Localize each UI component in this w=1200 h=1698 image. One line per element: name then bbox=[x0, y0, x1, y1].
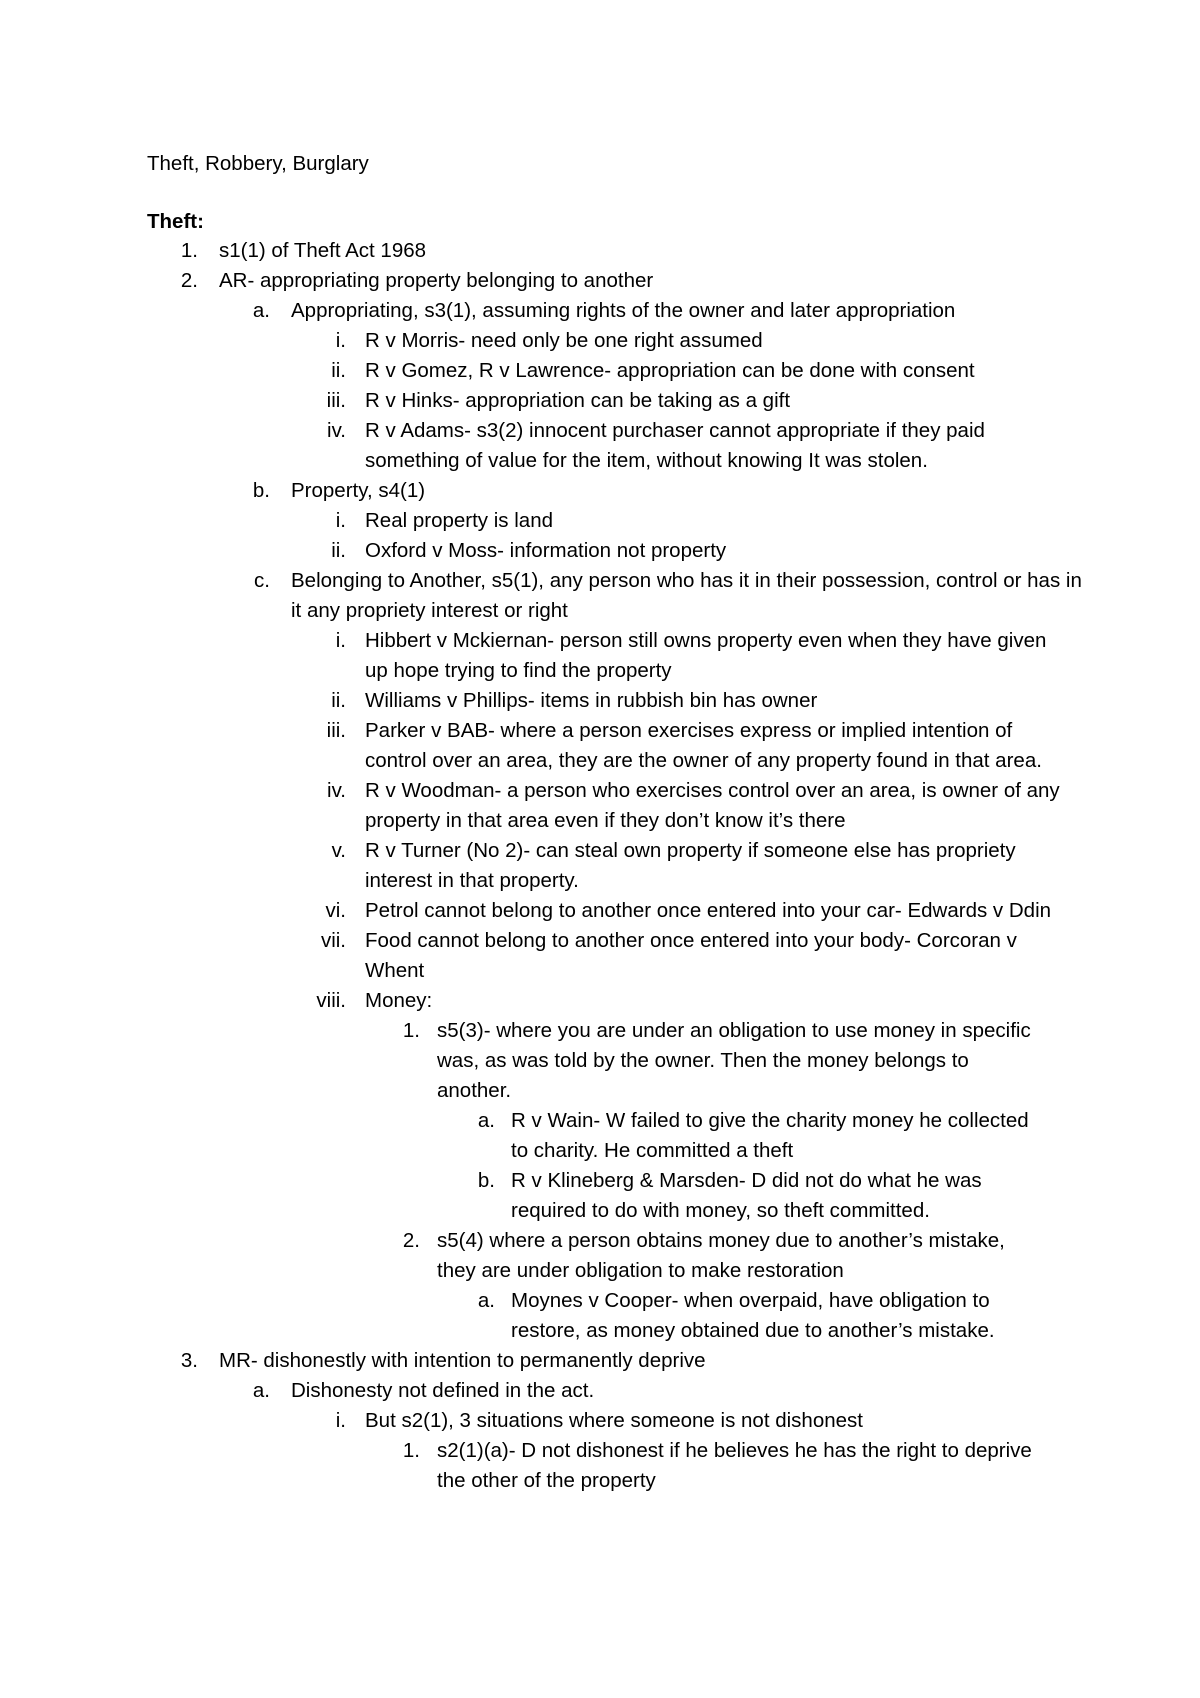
list-marker: a. bbox=[477, 1289, 495, 1312]
list-marker: i. bbox=[335, 1409, 346, 1432]
list-item bbox=[0, 326, 1200, 356]
list-marker: iii. bbox=[326, 389, 346, 412]
list-item bbox=[0, 236, 1200, 266]
list-marker: a. bbox=[252, 1379, 270, 1402]
list-item bbox=[0, 926, 1200, 986]
list-item-text: Appropriating, s3(1), assuming rights of the owner and later appropriation bbox=[291, 299, 956, 322]
list-item bbox=[0, 686, 1200, 716]
list-item bbox=[0, 1286, 1200, 1346]
list-item-text: Real property is land bbox=[365, 509, 554, 532]
list-item-text: Williams v Phillips- items in rubbish bin has owner bbox=[365, 689, 818, 712]
list-item bbox=[0, 506, 1200, 536]
list-item-text: Dishonesty not defined in the act. bbox=[291, 1379, 595, 1402]
list-marker: ii. bbox=[331, 539, 346, 562]
list-item-text: MR- dishonestly with intention to permanently deprive bbox=[219, 1349, 706, 1372]
list-item-text: R v Klineberg & Marsden- D did not do what he was required to do with money, so theft committed. bbox=[511, 1169, 982, 1222]
list-item-text: R v Adams- s3(2) innocent purchaser cannot appropriate if they paid something of value for the item, without knowing It was stolen. bbox=[365, 419, 985, 472]
list-item bbox=[0, 1376, 1200, 1406]
list-marker: i. bbox=[335, 629, 346, 652]
list-marker: ii. bbox=[331, 689, 346, 712]
list-item bbox=[0, 1106, 1200, 1166]
list-item bbox=[0, 386, 1200, 416]
list-item bbox=[0, 416, 1200, 476]
list-item bbox=[0, 536, 1200, 566]
list-item bbox=[0, 716, 1200, 776]
list-item-text: Hibbert v Mckiernan- person still owns property even when they have given up hope trying to find the property bbox=[365, 629, 1047, 682]
list-marker: iii. bbox=[326, 719, 346, 742]
list-marker: b. bbox=[477, 1169, 495, 1192]
section-heading: Theft: bbox=[147, 210, 204, 233]
list-item-text: Oxford v Moss- information not property bbox=[365, 539, 727, 562]
list-marker: b. bbox=[252, 479, 270, 502]
list-item-text: R v Morris- need only be one right assumed bbox=[365, 329, 763, 352]
list-marker: vii. bbox=[320, 929, 346, 952]
list-item-text: s2(1)(a)- D not dishonest if he believes he has the right to deprive the other of the property bbox=[437, 1439, 1032, 1492]
list-marker: i. bbox=[335, 509, 346, 532]
list-item-text: s1(1) of Theft Act 1968 bbox=[219, 239, 427, 262]
list-item-text: Petrol cannot belong to another once entered into your car- Edwards v Ddin bbox=[365, 899, 1052, 922]
list-marker: 1. bbox=[402, 1019, 420, 1042]
list-item bbox=[0, 1406, 1200, 1436]
list-item bbox=[0, 296, 1200, 326]
list-item bbox=[0, 1166, 1200, 1226]
list-marker: 2. bbox=[180, 269, 198, 292]
list-item bbox=[0, 1346, 1200, 1376]
list-item bbox=[0, 356, 1200, 386]
list-item bbox=[0, 836, 1200, 896]
list-item bbox=[0, 476, 1200, 506]
list-marker: iv. bbox=[327, 779, 346, 802]
list-item-text: Property, s4(1) bbox=[291, 479, 426, 502]
list-marker: 2. bbox=[402, 1229, 420, 1252]
list-marker: iv. bbox=[327, 419, 346, 442]
list-item bbox=[0, 1436, 1200, 1496]
list-marker: a. bbox=[252, 299, 270, 322]
list-item-text: Moynes v Cooper- when overpaid, have obligation to restore, as money obtained due to another’s mistake. bbox=[511, 1289, 995, 1342]
list-item-text: s5(4) where a person obtains money due to another’s mistake, they are under obligation to make restoration bbox=[437, 1229, 1005, 1282]
list-marker: ii. bbox=[331, 359, 346, 382]
list-marker: 1. bbox=[180, 239, 198, 262]
list-item bbox=[0, 1226, 1200, 1286]
list-marker: 3. bbox=[180, 1349, 198, 1372]
list-marker: 1. bbox=[402, 1439, 420, 1462]
list-item bbox=[0, 986, 1200, 1016]
document-title: Theft, Robbery, Burglary bbox=[147, 152, 369, 175]
list-item-text: Food cannot belong to another once entered into your body- Corcoran v Whent bbox=[365, 929, 1017, 982]
list-item-text: R v Wain- W failed to give the charity money he collected to charity. He committed a theft bbox=[511, 1109, 1029, 1162]
list-marker: vi. bbox=[325, 899, 346, 922]
list-marker: c. bbox=[254, 569, 270, 592]
list-item-text: AR- appropriating property belonging to another bbox=[219, 269, 654, 292]
list-item bbox=[0, 566, 1200, 626]
list-marker: viii. bbox=[316, 989, 346, 1012]
list-item bbox=[0, 896, 1200, 926]
list-marker: a. bbox=[477, 1109, 495, 1132]
list-marker: i. bbox=[335, 329, 346, 352]
list-marker: v. bbox=[331, 839, 346, 862]
list-item-text: R v Gomez, R v Lawrence- appropriation can be done with consent bbox=[365, 359, 975, 382]
list-item-text: R v Hinks- appropriation can be taking as a gift bbox=[365, 389, 791, 412]
list-item bbox=[0, 266, 1200, 296]
list-item-text: R v Turner (No 2)- can steal own property if someone else has propriety interest in that property. bbox=[365, 839, 1016, 892]
list-item-text: Belonging to Another, s5(1), any person who has it in their possession, control or has in it any propriety interest or right bbox=[291, 569, 1082, 622]
list-item-text: s5(3)- where you are under an obligation to use money in specific was, as was told by the owner. Then the money belongs to another. bbox=[437, 1019, 1031, 1102]
list-item-text: R v Woodman- a person who exercises control over an area, is owner of any property in that area even if they don’t know it’s there bbox=[365, 779, 1060, 832]
list-item bbox=[0, 776, 1200, 836]
list-item-text: Money: bbox=[365, 989, 433, 1012]
list-item bbox=[0, 626, 1200, 686]
outline-list bbox=[0, 236, 1200, 1496]
list-item-text: But s2(1), 3 situations where someone is not dishonest bbox=[365, 1409, 863, 1432]
list-item bbox=[0, 1016, 1200, 1106]
list-item-text: Parker v BAB- where a person exercises express or implied intention of control over an area, they are the owner of any property found in that area. bbox=[365, 719, 1042, 772]
